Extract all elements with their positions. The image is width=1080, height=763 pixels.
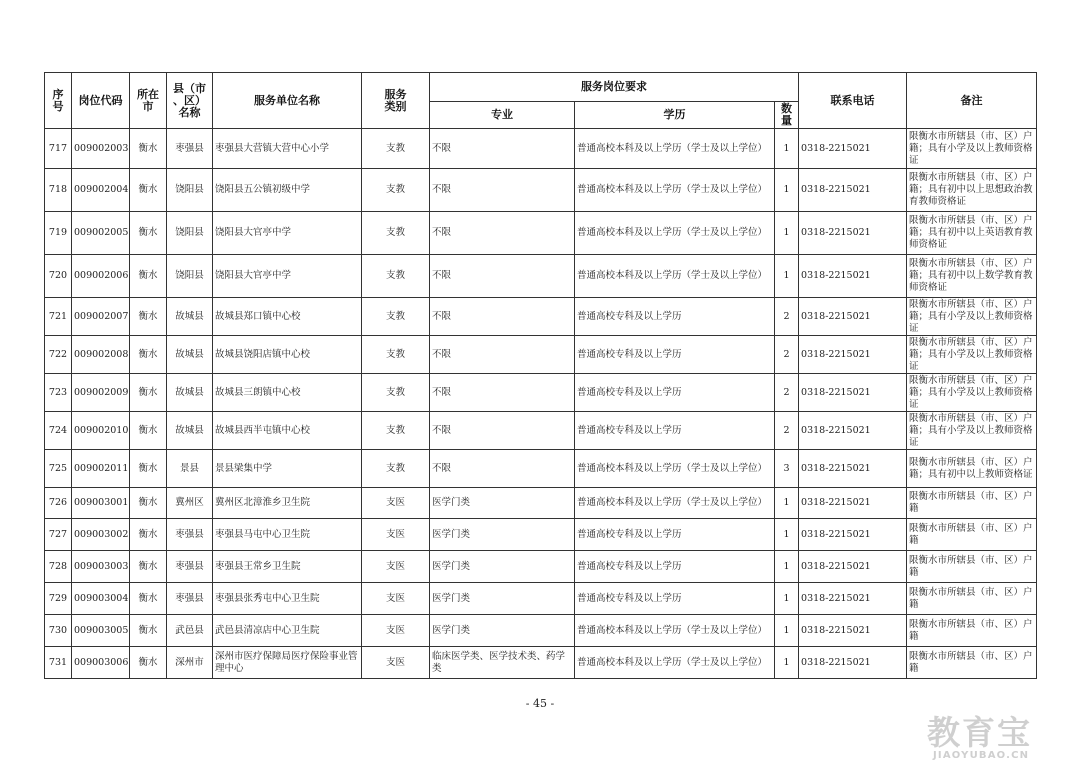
cell-unit: 饶阳县五公镇初级中学 (213, 169, 362, 212)
cell-major: 不限 (430, 129, 575, 169)
cell-quantity: 1 (775, 169, 799, 212)
cell-code: 009003002 (72, 519, 130, 551)
cell-county: 冀州区 (167, 488, 213, 519)
table-row (45, 374, 1037, 412)
cell-education: 普通高校本科及以上学历（学士及以上学位） (575, 488, 775, 519)
cell-city: 衡水 (130, 412, 167, 450)
cell-county: 景县 (167, 450, 213, 488)
cell-quantity: 1 (775, 255, 799, 298)
cell-code: 009002009 (72, 374, 130, 412)
cell-county: 故城县 (167, 298, 213, 336)
cell-county: 饶阳县 (167, 169, 213, 212)
cell-category: 支医 (362, 519, 430, 551)
cell-unit: 冀州区北漳淮乡卫生院 (213, 488, 362, 519)
cell-remark: 限衡水市所辖县（市、区）户籍；具有小学及以上教师资格证 (907, 374, 1037, 412)
cell-remark: 限衡水市所辖县（市、区）户籍；具有初中以上数学教育教师资格证 (907, 255, 1037, 298)
cell-major: 不限 (430, 412, 575, 450)
cell-city: 衡水 (130, 615, 167, 647)
cell-category: 支医 (362, 583, 430, 615)
cell-quantity: 1 (775, 212, 799, 255)
cell-code: 009002011 (72, 450, 130, 488)
cell-education: 普通高校专科及以上学历 (575, 374, 775, 412)
cell-phone: 0318-2215021 (799, 412, 907, 450)
cell-quantity: 1 (775, 647, 799, 679)
col-header-remark: 备注 (907, 73, 1037, 129)
cell-quantity: 2 (775, 412, 799, 450)
cell-county: 故城县 (167, 336, 213, 374)
cell-city: 衡水 (130, 298, 167, 336)
cell-category: 支教 (362, 450, 430, 488)
cell-quantity: 1 (775, 615, 799, 647)
cell-city: 衡水 (130, 129, 167, 169)
cell-category: 支教 (362, 212, 430, 255)
cell-remark: 限衡水市所辖县（市、区）户籍 (907, 647, 1037, 679)
cell-remark: 限衡水市所辖县（市、区）户籍；具有初中以上教师资格证 (907, 450, 1037, 488)
cell-code: 009002006 (72, 255, 130, 298)
page-number: - 45 - (525, 697, 555, 710)
cell-code: 009003003 (72, 551, 130, 583)
cell-code: 009003005 (72, 615, 130, 647)
cell-education: 普通高校专科及以上学历 (575, 551, 775, 583)
cell-quantity: 1 (775, 129, 799, 169)
cell-education: 普通高校本科及以上学历（学士及以上学位） (575, 129, 775, 169)
cell-seq: 722 (45, 336, 72, 374)
cell-quantity: 3 (775, 450, 799, 488)
cell-major: 不限 (430, 255, 575, 298)
cell-major: 不限 (430, 212, 575, 255)
cell-phone: 0318-2215021 (799, 519, 907, 551)
cell-education: 普通高校专科及以上学历 (575, 298, 775, 336)
cell-city: 衡水 (130, 583, 167, 615)
cell-major: 不限 (430, 374, 575, 412)
cell-seq: 729 (45, 583, 72, 615)
cell-major: 医学门类 (430, 583, 575, 615)
cell-major: 不限 (430, 169, 575, 212)
cell-county: 深州市 (167, 647, 213, 679)
col-header-phone: 联系电话 (799, 73, 907, 129)
cell-county: 武邑县 (167, 615, 213, 647)
cell-category: 支教 (362, 374, 430, 412)
table-row (45, 298, 1037, 336)
watermark-logo (927, 713, 1032, 762)
cell-remark: 限衡水市所辖县（市、区）户籍 (907, 583, 1037, 615)
cell-remark: 限衡水市所辖县（市、区）户籍；具有小学及以上教师资格证 (907, 336, 1037, 374)
cell-unit: 故城县三朗镇中心校 (213, 374, 362, 412)
cell-phone: 0318-2215021 (799, 583, 907, 615)
cell-county: 饶阳县 (167, 255, 213, 298)
cell-city: 衡水 (130, 488, 167, 519)
cell-city: 衡水 (130, 336, 167, 374)
col-header-county: 县（市 、区） 名称 (167, 73, 213, 129)
col-header-major: 专业 (430, 102, 575, 129)
cell-education: 普通高校本科及以上学历（学士及以上学位） (575, 450, 775, 488)
cell-unit: 枣强县大营镇大营中心小学 (213, 129, 362, 169)
cell-code: 009002008 (72, 336, 130, 374)
cell-major: 临床医学类、医学技术类、药学类 (430, 647, 575, 679)
cell-major: 不限 (430, 336, 575, 374)
table-row (45, 169, 1037, 212)
table-row (45, 551, 1037, 583)
cell-seq: 718 (45, 169, 72, 212)
cell-category: 支教 (362, 336, 430, 374)
cell-city: 衡水 (130, 519, 167, 551)
cell-city: 衡水 (130, 255, 167, 298)
cell-code: 009002005 (72, 212, 130, 255)
col-header-seq: 序 号 (45, 73, 72, 129)
cell-seq: 724 (45, 412, 72, 450)
cell-education: 普通高校专科及以上学历 (575, 519, 775, 551)
cell-education: 普通高校本科及以上学历（学士及以上学位） (575, 169, 775, 212)
cell-county: 故城县 (167, 374, 213, 412)
watermark-text: 教育宝 (927, 713, 1032, 752)
cell-education: 普通高校专科及以上学历 (575, 583, 775, 615)
cell-county: 枣强县 (167, 551, 213, 583)
cell-remark: 限衡水市所辖县（市、区）户籍；具有初中以上英语教育教师资格证 (907, 212, 1037, 255)
cell-seq: 727 (45, 519, 72, 551)
cell-unit: 饶阳县大官亭中学 (213, 255, 362, 298)
cell-county: 故城县 (167, 412, 213, 450)
cell-remark: 限衡水市所辖县（市、区）户籍 (907, 615, 1037, 647)
cell-seq: 730 (45, 615, 72, 647)
cell-phone: 0318-2215021 (799, 551, 907, 583)
cell-code: 009002007 (72, 298, 130, 336)
cell-city: 衡水 (130, 169, 167, 212)
cell-remark: 限衡水市所辖县（市、区）户籍；具有小学及以上教师资格证 (907, 412, 1037, 450)
table-row (45, 412, 1037, 450)
cell-education: 普通高校本科及以上学历（学士及以上学位） (575, 212, 775, 255)
header-row-1 (45, 73, 1037, 102)
cell-category: 支医 (362, 615, 430, 647)
cell-remark: 限衡水市所辖县（市、区）户籍；具有小学及以上教师资格证 (907, 129, 1037, 169)
cell-seq: 717 (45, 129, 72, 169)
cell-category: 支教 (362, 298, 430, 336)
cell-education: 普通高校本科及以上学历（学士及以上学位） (575, 647, 775, 679)
col-header-unit: 服务单位名称 (213, 73, 362, 129)
table-row (45, 519, 1037, 551)
col-header-requirements: 服务岗位要求 (430, 73, 799, 102)
cell-county: 枣强县 (167, 129, 213, 169)
cell-phone: 0318-2215021 (799, 169, 907, 212)
cell-code: 009003006 (72, 647, 130, 679)
cell-seq: 721 (45, 298, 72, 336)
cell-remark: 限衡水市所辖县（市、区）户籍 (907, 488, 1037, 519)
cell-category: 支教 (362, 169, 430, 212)
cell-unit: 武邑县清凉店中心卫生院 (213, 615, 362, 647)
cell-city: 衡水 (130, 551, 167, 583)
cell-remark: 限衡水市所辖县（市、区）户籍；具有初中以上思想政治教育教师资格证 (907, 169, 1037, 212)
table-row (45, 450, 1037, 488)
cell-quantity: 1 (775, 519, 799, 551)
cell-unit: 故城县饶阳店镇中心校 (213, 336, 362, 374)
cell-unit: 枣强县张秀屯中心卫生院 (213, 583, 362, 615)
cell-code: 009002010 (72, 412, 130, 450)
cell-seq: 723 (45, 374, 72, 412)
cell-county: 饶阳县 (167, 212, 213, 255)
cell-city: 衡水 (130, 647, 167, 679)
cell-education: 普通高校专科及以上学历 (575, 336, 775, 374)
col-header-quantity: 数 量 (775, 102, 799, 129)
cell-education: 普通高校专科及以上学历 (575, 412, 775, 450)
cell-city: 衡水 (130, 212, 167, 255)
cell-major: 医学门类 (430, 519, 575, 551)
cell-phone: 0318-2215021 (799, 647, 907, 679)
cell-quantity: 1 (775, 583, 799, 615)
cell-education: 普通高校本科及以上学历（学士及以上学位） (575, 615, 775, 647)
cell-category: 支医 (362, 551, 430, 583)
cell-major: 不限 (430, 450, 575, 488)
cell-code: 009003001 (72, 488, 130, 519)
cell-category: 支教 (362, 412, 430, 450)
cell-city: 衡水 (130, 450, 167, 488)
table-row (45, 255, 1037, 298)
cell-quantity: 2 (775, 374, 799, 412)
table-row (45, 488, 1037, 519)
cell-category: 支医 (362, 488, 430, 519)
col-header-education: 学历 (575, 102, 775, 129)
cell-unit: 枣强县王常乡卫生院 (213, 551, 362, 583)
cell-unit: 深州市医疗保障局医疗保险事业管理中心 (213, 647, 362, 679)
cell-code: 009002003 (72, 129, 130, 169)
col-header-city: 所在 市 (130, 73, 167, 129)
cell-major: 医学门类 (430, 551, 575, 583)
cell-phone: 0318-2215021 (799, 212, 907, 255)
cell-quantity: 1 (775, 551, 799, 583)
cell-phone: 0318-2215021 (799, 450, 907, 488)
table-row (45, 129, 1037, 169)
cell-remark: 限衡水市所辖县（市、区）户籍；具有小学及以上教师资格证 (907, 298, 1037, 336)
table-row (45, 336, 1037, 374)
table-row (45, 615, 1037, 647)
cell-remark: 限衡水市所辖县（市、区）户籍 (907, 551, 1037, 583)
cell-seq: 731 (45, 647, 72, 679)
cell-quantity: 1 (775, 488, 799, 519)
cell-major: 不限 (430, 298, 575, 336)
cell-unit: 景县梁集中学 (213, 450, 362, 488)
cell-unit: 枣强县马屯中心卫生院 (213, 519, 362, 551)
table-row (45, 583, 1037, 615)
cell-unit: 故城县西半屯镇中心校 (213, 412, 362, 450)
cell-seq: 720 (45, 255, 72, 298)
col-header-category: 服务 类别 (362, 73, 430, 129)
cell-major: 医学门类 (430, 615, 575, 647)
cell-seq: 719 (45, 212, 72, 255)
cell-phone: 0318-2215021 (799, 615, 907, 647)
cell-quantity: 2 (775, 298, 799, 336)
cell-category: 支教 (362, 129, 430, 169)
cell-seq: 728 (45, 551, 72, 583)
table-row (45, 647, 1037, 679)
recruitment-table (44, 72, 1037, 679)
table-row (45, 212, 1037, 255)
cell-category: 支医 (362, 647, 430, 679)
cell-major: 医学门类 (430, 488, 575, 519)
cell-city: 衡水 (130, 374, 167, 412)
col-header-code: 岗位代码 (72, 73, 130, 129)
cell-unit: 饶阳县大官亭中学 (213, 212, 362, 255)
cell-category: 支教 (362, 255, 430, 298)
cell-seq: 725 (45, 450, 72, 488)
cell-phone: 0318-2215021 (799, 336, 907, 374)
cell-quantity: 2 (775, 336, 799, 374)
cell-phone: 0318-2215021 (799, 129, 907, 169)
cell-remark: 限衡水市所辖县（市、区）户籍 (907, 519, 1037, 551)
cell-education: 普通高校本科及以上学历（学士及以上学位） (575, 255, 775, 298)
cell-phone: 0318-2215021 (799, 298, 907, 336)
cell-phone: 0318-2215021 (799, 255, 907, 298)
cell-seq: 726 (45, 488, 72, 519)
cell-phone: 0318-2215021 (799, 488, 907, 519)
cell-county: 枣强县 (167, 519, 213, 551)
cell-unit: 故城县郑口镇中心校 (213, 298, 362, 336)
cell-phone: 0318-2215021 (799, 374, 907, 412)
watermark-url: JIAOYUBAO.CN (933, 750, 1030, 761)
table-body (45, 129, 1037, 679)
cell-code: 009002004 (72, 169, 130, 212)
cell-code: 009003004 (72, 583, 130, 615)
cell-county: 枣强县 (167, 583, 213, 615)
